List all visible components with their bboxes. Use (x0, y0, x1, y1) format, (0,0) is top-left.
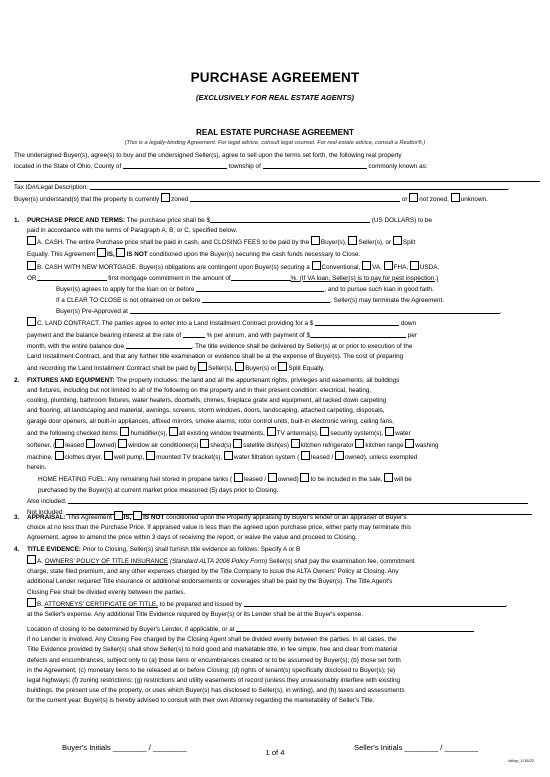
filter-owned-checkbox[interactable] (335, 451, 344, 460)
tax-id-line: Tax ID#/Legal Description: . (14, 184, 510, 192)
usda-checkbox[interactable] (410, 261, 419, 270)
lc-split-checkbox[interactable] (278, 362, 287, 371)
filter-leased-checkbox[interactable] (301, 451, 310, 460)
section-appraisal: 3. APPRAISAL: This Agreement IS, IS NOT conditioned upon the Property appraising by Buyer's lender or an appraiser of Buyer's choice at no less than the Purchase Price. If appraised value is less than the agreed upon purchase price, either party may terminate this Agreement, agree to amend the price within 3 days of receiving the report, or waive the value and proceed to Closing. (14, 511, 540, 543)
section-title: TITLE EVIDENCE: (27, 546, 81, 553)
page-subtitle: (EXCLUSIVELY FOR REAL ESTATE AGENTS) (196, 93, 354, 102)
page-number: 1 of 4 (265, 748, 285, 757)
interest-rate-field[interactable] (183, 330, 205, 338)
window-treatments-checkbox[interactable] (169, 427, 178, 436)
not-zoned-checkbox[interactable] (409, 193, 418, 202)
agreement-note: (This is a legally-binding Agreement. For legal advice, consult legal counsel. For real estate advice, consult a Realtor®.) (124, 140, 426, 146)
balance-due-field[interactable] (126, 341, 192, 349)
section-title: FIXTURES AND EQUIPMENT: (27, 377, 115, 384)
tv-antenna-checkbox[interactable] (267, 427, 276, 436)
satellite-checkbox[interactable] (233, 439, 242, 448)
cash-is-not-checkbox[interactable] (116, 248, 125, 257)
mortgage-checkbox[interactable] (27, 261, 36, 270)
loan-apply-date-field[interactable] (196, 284, 324, 292)
humidifier-checkbox[interactable] (120, 427, 129, 436)
address-field[interactable] (14, 172, 540, 182)
preapproved-field[interactable] (130, 306, 500, 314)
owners-policy-checkbox[interactable] (27, 555, 36, 564)
refrigerator-checkbox[interactable] (291, 439, 300, 448)
attorney-certificate-checkbox[interactable] (27, 598, 36, 607)
attorney-field[interactable] (244, 599, 506, 607)
fuel-purchased-checkbox[interactable] (384, 473, 393, 482)
seller-initials[interactable]: Seller's Initials ________ / ________ (354, 743, 479, 752)
purchase-price-field[interactable] (210, 215, 370, 223)
zoning-line: Buyer(s) understand(s) that the property is currently zoned or not zoned, unknown. (14, 193, 540, 205)
section-title: APPRAISAL: (27, 514, 66, 521)
intro-section (14, 151, 540, 206)
closing-buyer-checkbox[interactable] (311, 236, 320, 245)
conventional-checkbox[interactable] (312, 261, 321, 270)
well-pump-checkbox[interactable] (104, 451, 113, 460)
loan-type-field[interactable] (37, 273, 107, 281)
cash-checkbox[interactable] (27, 236, 36, 245)
agreement-heading: REAL ESTATE PURCHASE AGREEMENT (196, 128, 354, 137)
tax-id-field[interactable] (90, 182, 508, 190)
closing-split-checkbox[interactable] (393, 236, 402, 245)
closing-location-field[interactable] (236, 624, 474, 632)
range-checkbox[interactable] (355, 439, 364, 448)
fuel-included-checkbox[interactable] (300, 473, 309, 482)
county-field[interactable] (123, 161, 227, 169)
also-included-field[interactable] (68, 496, 528, 504)
propane-owned-checkbox[interactable] (268, 473, 277, 482)
tv-bracket-checkbox[interactable] (146, 451, 155, 460)
propane-leased-checkbox[interactable] (234, 473, 243, 482)
cash-is-checkbox[interactable] (97, 248, 106, 257)
township-field[interactable] (263, 161, 367, 169)
softener-leased-checkbox[interactable] (55, 439, 64, 448)
lc-buyer-checkbox[interactable] (235, 362, 244, 371)
section-title: PURCHASE PRICE AND TERMS: (27, 217, 126, 224)
appraisal-is-checkbox[interactable] (114, 511, 123, 520)
down-payment-field[interactable] (315, 318, 399, 326)
land-contract-checkbox[interactable] (27, 317, 36, 326)
page-title: PURCHASE AGREEMENT (190, 70, 360, 85)
fha-checkbox[interactable] (384, 261, 393, 270)
section-purchase-price: 1. PURCHASE PRICE AND TERMS: The purchase price shall be $ (US DOLLARS) to be paid in accordance with the terms of Paragraph A, B, or C, specified below. A. CASH. The entire Purchase price shall be paid in cash, and CLOSING FEES to be paid by the Buyer(s), Seller(s), or Split Equally. This Agreement IS, IS NOT conditioned upon the Buyer(s) securing the cash funds necessary to Close. B. CASH WITH NEW MORTGAGE. Buyer(s) obligations are contingent upon Buyer(s) securing a Conventional, VA, FHA, USDA, OR first mortgage commitment in the amount of %. (If VA loan, Seller(s) is to pay for pest inspection.) Buyer(s) agrees to apply for the loan on or before , and to pursue such loan in good faith. If a CLEAR TO CLOSE is not obtained on or before , Seller(s) may terminate the Agreement. Buyer(s) Pre-Approved at . C. LAND CONTRACT. The parties agree to enter into a Land Installment Contract providing for a $ down payment and the balance bearing interest at the rate of % per annum, and with payment of $ per month, with the entire balance due . The title evidence shall be delivered by Seller(s) at or prior to execution of the Land Installment Contract, and that any further title examination or evidence shall be at the expense of Buyer(s). The cost of preparing and recording the Land Installment Contract shall be paid by Seller(s), Buyer(s) or Split Equally. (14, 217, 502, 373)
window-ac-checkbox[interactable] (118, 439, 127, 448)
mortgage-percent-field[interactable] (231, 273, 291, 281)
clear-to-close-date-field[interactable] (202, 295, 330, 303)
intro-location-line: located in the State of Ohio, County of township of commonly known as: (14, 163, 428, 171)
appraisal-is-not-checkbox[interactable] (133, 511, 142, 520)
closing-seller-checkbox[interactable] (348, 236, 357, 245)
softener-owned-checkbox[interactable] (86, 439, 95, 448)
buyer-initials[interactable]: Buyer's Initials ________ / ________ (62, 743, 187, 752)
section-title-evidence: 4. TITLE EVIDENCE: Prior to Closing, Seller(s) shall furnish title evidence as follows: Specify A or B A. OWNERS' POLICY OF TITLE INSURANCE (Standard ALTA 2006 Policy Form) Seller(s) shall pay the examination fee, commitment charge, state filed premium, and any other expenses charged by the Title Company to issue the ALTA Owners' Policy at Closing. Any additional Lender required Title insurance or additional endorsements or coverages shall be paid by the Buyer(s). The Title Agent's Closing Fee shall be divided evenly between the parties. B. ATTORNEYS' CERTIFICATE OF TITLE, to be prepared and issued by , at the Seller's expense. Any additional Title Evidence required by Buyer(s) or its Lender shall be at the Buyer's expense. Location of closing to be determined by Buyer's Lender, if applicable, or at if no Lender is involved. Any Closing Fee charged by the Closing Agent shall be divided evenly between the parties. In all cases, the Title Evidence provided by Seller(s) shall show Seller(s) to hold good and marketable title, in fee simple, free and clear from material defects and encumbrances, subject only to (a) those liens or encumbrances created or to be assumed by Buyer(s); (b) those set forth in the Agreement; (c) monetary liens to be released at or before Closing; (d) rights of tenant(s) specifically disclosed to Buyer(s); (e) legal highways; (f) zoning restrictions; (g) restrictions and utility easements of record (unless they unreasonably interfere with existing buildings, the present use of the property, or uses which Buyer(s) has disclosed to Seller(s), in writing), and (h) taxes and assessments for the current year. Buyer(s) is hereby advised to consult with their own Attorney regarding the marketability of Seller's Title. (14, 546, 508, 705)
zoning-field[interactable] (190, 194, 400, 202)
dryer-checkbox[interactable] (55, 451, 64, 460)
security-system-checkbox[interactable] (320, 427, 329, 436)
lc-seller-checkbox[interactable] (198, 362, 207, 371)
unknown-checkbox[interactable] (451, 193, 460, 202)
washer-checkbox[interactable] (405, 439, 414, 448)
monthly-payment-field[interactable] (310, 330, 406, 338)
intro-line: The undersigned Buyer(s), agree(s) to buy and the undersigned Seller(s), agree to sell upon the terms set forth, the following real property (14, 152, 402, 159)
water-softener-checkbox[interactable] (385, 427, 394, 436)
shed-checkbox[interactable] (200, 439, 209, 448)
va-checkbox[interactable] (362, 261, 371, 270)
zoned-checkbox[interactable] (161, 193, 170, 202)
section-fixtures: 2. FIXTURES AND EQUIPMENT: The property includes: the land and all the appurtenant rights, privileges and easements, all buildings and fixtures, including but not limited to all of the following on the property and in their present condition: electrical, heating, cooling, plumbing, bathroom fixtures, water heaters, doorbells, chimes, fireplace grate and equipment, all tacked down carpeting and flooring, all landscaping and material, awnings, screens, storm windows, doors, landscaping, attached carpeting, disposals, garage door openers, all built-in appliances, affixed mirrors, smoke alarms, rotor control units, built-in electronic wiring, ceiling fans, and the following checked items: humidifier(s), all existing window treatments, TV antenna(s), security system(s), water softener, ( leased owned) window air conditioner(s) shed(s) satellite dish(es) kitchen refrigerator kitchen range washing machine, clothes dryer, well pump, mounted TV bracket(s), water filtration system ( leased / owned), unless exempted herein. HOME HEATING FUEL: Any remaining fuel stored in propane tanks ( leased / owned) to be included in the sale, will be purchased by the Buyer(s) at current market price measured (5) days prior to Closing. Also included: Not included: (14, 376, 540, 518)
water-filter-checkbox[interactable] (224, 451, 233, 460)
form-code: tvlllop_1/15/22 (508, 758, 534, 763)
